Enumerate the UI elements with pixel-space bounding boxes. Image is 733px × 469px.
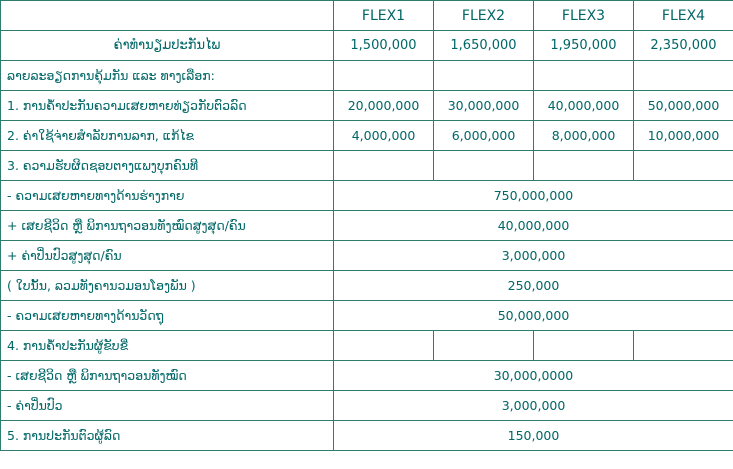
third-party-liability-header-flex1 xyxy=(334,151,434,181)
coverage-details-header-flex1 xyxy=(334,61,434,91)
header-blank-cell xyxy=(1,1,334,31)
column-header-flex3: FLEX3 xyxy=(534,1,634,31)
towing-expense-label: 2. ຄ່າໃຊ້ຈ່າຍສຳລັບການລາກ, ແກ້ໄຂ xyxy=(1,121,334,151)
premium-value-flex2: 1,650,000 xyxy=(434,31,534,61)
table-row xyxy=(1,241,733,271)
coverage-details-header-label: ລາຍລະອຽດການຄຸ້ມກັນ ແລະ ທາງເລືອກ: xyxy=(1,61,334,91)
table-row xyxy=(1,181,733,211)
driver-treatment-label: - ຄ່າປິ່ນປົວ xyxy=(1,391,334,421)
treatment-max-per-person-label: + ຄ່າປິ່ນປົວສູງສຸດ/ຄົນ xyxy=(1,241,334,271)
driver-death-disability-value: 30,000,0000 xyxy=(334,361,733,391)
premium-row xyxy=(1,31,733,61)
table-row xyxy=(1,121,733,151)
column-header-flex4: FLEX4 xyxy=(634,1,733,31)
table-row xyxy=(1,61,733,91)
driver-coverage-header-flex2 xyxy=(434,331,534,361)
third-party-property-damage-label: - ຄວາມເສຍຫາຍທາງດ້ານຮ່າງກາຍ xyxy=(1,181,334,211)
premium-value-flex4: 2,350,000 xyxy=(634,31,733,61)
misc-note-value: 250,000 xyxy=(334,271,733,301)
table-row xyxy=(1,271,733,301)
third-party-liability-header-flex4 xyxy=(634,151,733,181)
column-header-flex1: FLEX1 xyxy=(334,1,434,31)
third-party-liability-header-flex2 xyxy=(434,151,534,181)
coverage-details-header-flex4 xyxy=(634,61,733,91)
towing-expense-flex1: 4,000,000 xyxy=(334,121,434,151)
accident-death-disability-flex1: 20,000,000 xyxy=(334,91,434,121)
material-damage-label: - ຄວາມເສຍຫາຍທາງດ້ານວັດຖຸ xyxy=(1,301,334,331)
treatment-max-per-person-value: 3,000,000 xyxy=(334,241,733,271)
material-damage-value: 50,000,000 xyxy=(334,301,733,331)
table-row xyxy=(1,391,733,421)
premium-label: ຄ່າທຳນຽມປະກັນໄພ xyxy=(1,31,334,61)
towing-expense-flex3: 8,000,000 xyxy=(534,121,634,151)
driver-death-disability-label: - ເສຍຊີວິດ ຫຼື ພິການຖາວອນທັງໝົດ xyxy=(1,361,334,391)
table-row xyxy=(1,361,733,391)
accident-death-disability-flex4: 50,000,000 xyxy=(634,91,733,121)
third-party-property-damage-value: 750,000,000 xyxy=(334,181,733,211)
third-party-liability-header-label: 3. ຄວາມຮັບຜິດຊອບຕາງແພງບຸກຄົນທີ xyxy=(1,151,334,181)
coverage-details-header-flex2 xyxy=(434,61,534,91)
towing-expense-flex4: 10,000,000 xyxy=(634,121,733,151)
life-max-per-person-label: + ເສຍຊີວິດ ຫຼື ພິການຖາວອນທັງໝົດສູງສຸດ/ຄົນ xyxy=(1,211,334,241)
coverage-details-header-flex3 xyxy=(534,61,634,91)
column-header-flex2: FLEX2 xyxy=(434,1,534,31)
towing-expense-flex2: 6,000,000 xyxy=(434,121,534,151)
third-party-liability-header-flex3 xyxy=(534,151,634,181)
table-header-row xyxy=(1,1,733,31)
driver-coverage-header-flex4 xyxy=(634,331,733,361)
accident-death-disability-flex3: 40,000,000 xyxy=(534,91,634,121)
premium-value-flex3: 1,950,000 xyxy=(534,31,634,61)
driver-coverage-header-flex1 xyxy=(334,331,434,361)
driver-coverage-header-label: 4. ການຄ້ຳປະກັນຜູ້ຂັບຂີ່ xyxy=(1,331,334,361)
premium-value-flex1: 1,500,000 xyxy=(334,31,434,61)
table-row xyxy=(1,211,733,241)
table-row xyxy=(1,91,733,121)
accident-death-disability-label: 1. ການຄ້ຳປະກັນຄວາມເສຍຫາຍທ່ຽວກັບຕົວລົດ xyxy=(1,91,334,121)
table-row xyxy=(1,421,733,451)
driver-coverage-header-flex3 xyxy=(534,331,634,361)
misc-note-label: ( ໃບນັ້ນ, ລວມທັງຄານວມອນໂອງພັນ ) xyxy=(1,271,334,301)
table-row xyxy=(1,301,733,331)
driver-treatment-value: 3,000,000 xyxy=(334,391,733,421)
table-row xyxy=(1,151,733,181)
life-max-per-person-value: 40,000,000 xyxy=(334,211,733,241)
bail-bond-label: 5. ການປະກັນຕົວຜູ້ລົດ xyxy=(1,421,334,451)
accident-death-disability-flex2: 30,000,000 xyxy=(434,91,534,121)
bail-bond-value: 150,000 xyxy=(334,421,733,451)
table-row xyxy=(1,331,733,361)
